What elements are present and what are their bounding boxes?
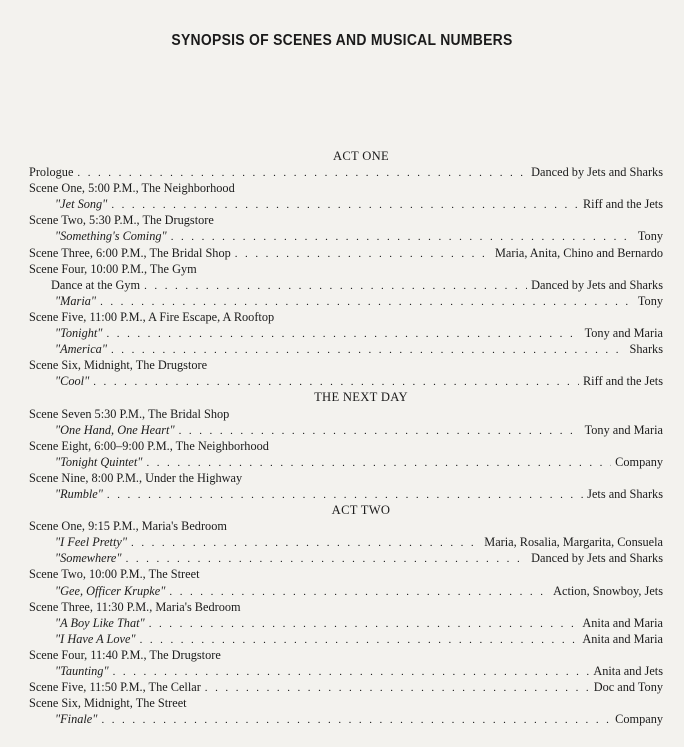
scene-line [29, 212, 663, 228]
dot-leader [93, 374, 579, 390]
performers: Company [615, 454, 663, 469]
song-line [29, 583, 663, 599]
song-title: "Maria" [55, 293, 97, 308]
scene-title: Scene Two, 5:30 P.M., The Drugstore [29, 213, 214, 228]
dot-leader [77, 165, 527, 181]
scene-line [29, 647, 663, 663]
scene-title: Scene Eight, 6:00–9:00 P.M., The Neighborhood [29, 438, 269, 453]
scene-line [29, 406, 663, 422]
scene-line [29, 357, 663, 373]
synopsis-list [29, 148, 663, 727]
dot-leader [205, 680, 590, 696]
song-title: "A Boy Like That" [55, 615, 145, 630]
dot-leader [113, 664, 590, 680]
song-line [29, 486, 663, 502]
dot-leader [171, 229, 634, 245]
scene-line [29, 261, 663, 277]
scene-line [29, 438, 663, 454]
performers: Riff and the Jets [582, 197, 663, 212]
page-title: SYNOPSIS OF SCENES AND MUSICAL NUMBERS [171, 32, 513, 49]
scene-title: Scene Nine, 8:00 P.M., Under the Highway [29, 470, 243, 485]
scene-line [29, 180, 663, 196]
performers: Tony and Maria [584, 326, 663, 341]
song-title: "Rumble" [55, 486, 103, 501]
scene-line [29, 566, 663, 582]
song-line [29, 550, 663, 566]
scene-line [29, 245, 663, 261]
performers: Maria, Anita, Chino and Bernardo [494, 245, 663, 260]
dot-leader [146, 455, 611, 471]
scene-title: Scene Six, Midnight, The Drugstore [29, 358, 208, 373]
song-title: "I Have A Love" [55, 631, 136, 646]
dot-leader [100, 294, 634, 310]
section-heading: ACT TWO [331, 503, 391, 518]
song-line [29, 196, 663, 212]
scene-title: Scene Three, 11:30 P.M., Maria's Bedroom [29, 599, 241, 614]
song-line [29, 615, 663, 631]
dot-leader [140, 632, 579, 648]
song-title: "America" [55, 342, 107, 357]
dance-line [29, 277, 663, 293]
song-line [29, 341, 663, 357]
scene-title: Scene Six, Midnight, The Street [29, 696, 187, 711]
scene-line [29, 695, 663, 711]
dot-leader [144, 278, 527, 294]
performers: Riff and the Jets [582, 374, 663, 389]
performers: Sharks [629, 342, 663, 357]
dot-leader [107, 487, 583, 503]
song-title: "Jet Song" [55, 197, 108, 212]
song-line [29, 663, 663, 679]
dot-leader [235, 246, 491, 262]
song-title: "Gee, Officer Krupke" [55, 583, 166, 598]
scene-line [29, 470, 663, 486]
performers: Anita and Maria [582, 615, 663, 630]
song-title: "Taunting" [55, 664, 109, 678]
song-title: "Tonight Quintet" [55, 454, 143, 469]
performers: Maria, Rosalia, Margarita, Consuela [484, 535, 663, 550]
song-title: "One Hand, One Heart" [55, 422, 175, 437]
scene-title: Prologue [29, 165, 74, 180]
performers: Doc and Tony [593, 680, 663, 695]
scene-line [29, 164, 663, 180]
dot-leader [149, 616, 579, 632]
song-line [29, 373, 663, 389]
song-line [29, 631, 663, 647]
song-line [29, 228, 663, 244]
scene-title: Scene One, 9:15 P.M., Maria's Bedroom [29, 519, 227, 534]
scene-title: Scene Five, 11:50 P.M., The Cellar [29, 680, 201, 695]
performers: Tony [637, 293, 663, 308]
song-title: "I Feel Pretty" [55, 535, 128, 550]
dot-leader [131, 535, 480, 551]
dot-leader [179, 423, 581, 439]
song-line [29, 534, 663, 550]
song-title: "Finale" [55, 712, 98, 727]
scene-line [29, 679, 663, 695]
scene-title: Scene Three, 6:00 P.M., The Bridal Shop [29, 245, 231, 260]
performers: Tony and Maria [584, 422, 663, 437]
performers: Anita and Maria [582, 631, 663, 646]
song-title: "Cool" [55, 374, 90, 389]
scene-title: Scene Two, 10:00 P.M., The Street [29, 567, 200, 582]
performers: Jets and Sharks [587, 486, 663, 501]
song-line [29, 711, 663, 727]
song-title: "Something's Coming" [55, 229, 167, 244]
scene-title: Scene One, 5:00 P.M., The Neighborhood [29, 181, 235, 196]
song-title: "Tonight" [55, 326, 103, 341]
scene-title: Scene Five, 11:00 P.M., A Fire Escape, A Rooftop [29, 309, 275, 324]
song-line [29, 325, 663, 341]
scene-title: Scene Seven 5:30 P.M., The Bridal Shop [29, 406, 230, 421]
section-heading: THE NEXT DAY [314, 390, 408, 405]
performers: Anita and Jets [593, 664, 663, 678]
scene-line [29, 518, 663, 534]
section-heading: ACT ONE [332, 149, 390, 163]
performers: Company [615, 712, 663, 727]
dot-leader [106, 326, 580, 342]
performers: Danced by Jets and Sharks [531, 551, 663, 566]
dot-leader [111, 342, 626, 358]
performers: Tony [637, 229, 663, 244]
song-line [29, 293, 663, 309]
dot-leader [111, 197, 579, 213]
scene-title: Dance at the Gym [51, 277, 141, 292]
song-title: "Somewhere" [55, 551, 122, 566]
scene-line [29, 599, 663, 615]
song-line [29, 454, 663, 470]
dot-leader [101, 712, 611, 728]
dot-leader [169, 584, 549, 600]
performers: Danced by Jets and Sharks [531, 165, 663, 180]
performers: Action, Snowboy, Jets [553, 583, 663, 598]
scene-line [29, 309, 663, 325]
dot-leader [126, 551, 528, 567]
performers: Danced by Jets and Sharks [531, 277, 663, 292]
scene-title: Scene Four, 11:40 P.M., The Drugstore [29, 647, 221, 662]
scene-title: Scene Four, 10:00 P.M., The Gym [29, 261, 197, 276]
song-line [29, 422, 663, 438]
